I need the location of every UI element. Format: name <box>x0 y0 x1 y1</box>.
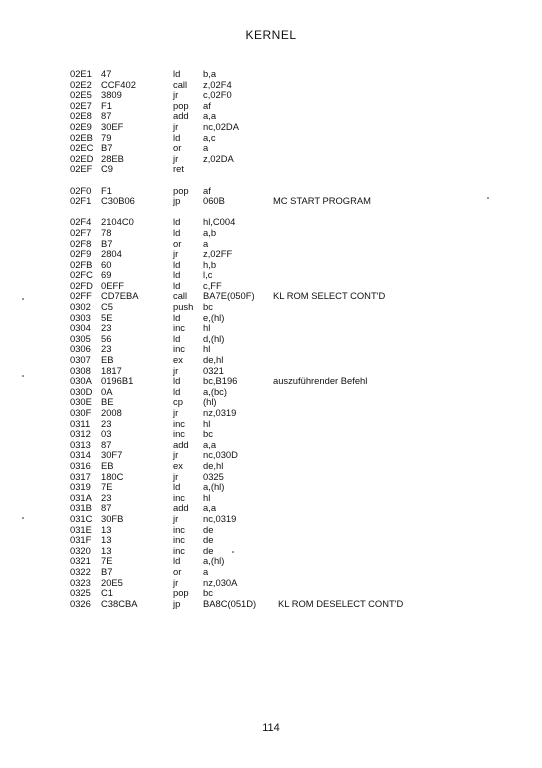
address-cell: 02F0 <box>70 184 92 196</box>
mnemonic-cell: jp <box>173 195 181 207</box>
listing-row <box>0 69 542 80</box>
mnemonic-cell: jr <box>173 89 179 101</box>
hex-bytes-cell: 60 <box>101 258 112 270</box>
mnemonic-cell: pop <box>173 99 189 111</box>
hex-bytes-cell: 87 <box>101 502 112 514</box>
operand-cell: hl <box>203 417 211 429</box>
operand-cell: d,(hl) <box>203 332 225 344</box>
operand-cell: c,FF <box>203 279 222 291</box>
mnemonic-cell: ex <box>173 459 183 471</box>
hex-bytes-cell: 30EF <box>101 120 124 132</box>
mnemonic-cell: add <box>173 110 189 122</box>
hex-bytes-cell: EB <box>101 459 114 471</box>
mnemonic-cell: jp <box>173 597 181 609</box>
scan-speck <box>22 298 24 300</box>
mnemonic-cell: inc <box>173 428 185 440</box>
address-cell: 0322 <box>70 565 91 577</box>
operand-cell: nz,0319 <box>203 407 237 418</box>
address-cell: 0312 <box>70 428 91 440</box>
operand-cell: a <box>203 565 209 577</box>
mnemonic-cell: ex <box>173 354 183 366</box>
mnemonic-cell: jr <box>173 152 179 164</box>
hex-bytes-cell: B7 <box>101 237 113 249</box>
address-cell: 02EF <box>70 163 93 175</box>
hex-bytes-cell: C38CBA <box>101 597 138 609</box>
operand-cell: z,02F4 <box>203 78 232 90</box>
hex-bytes-cell: 5E <box>101 311 113 323</box>
address-cell: 02E5 <box>70 89 92 101</box>
hex-bytes-cell: 79 <box>101 131 112 143</box>
address-cell: 0303 <box>70 311 91 323</box>
operand-cell: hl <box>203 343 211 355</box>
hex-bytes-cell: C5 <box>101 301 113 313</box>
address-cell: 0323 <box>70 576 91 588</box>
mnemonic-cell: ld <box>173 269 181 281</box>
operand-cell: a,a <box>203 110 217 122</box>
hex-bytes-cell: 69 <box>101 269 112 281</box>
mnemonic-cell: add <box>173 438 189 450</box>
operand-cell: h,b <box>203 258 217 270</box>
hex-bytes-cell: CD7EBA <box>101 290 139 302</box>
mnemonic-cell: jr <box>173 248 179 260</box>
operand-cell: hl,C004 <box>203 216 236 228</box>
address-cell: 02FF <box>70 290 92 302</box>
address-cell: 0308 <box>70 364 91 376</box>
hex-bytes-cell: EB <box>101 354 114 366</box>
comment-cell: auszuführender Befehl <box>273 375 368 387</box>
mnemonic-cell: inc <box>173 544 185 556</box>
mnemonic-cell: jr <box>173 407 179 418</box>
hex-bytes-cell: 47 <box>101 68 112 79</box>
mnemonic-cell: ld <box>173 555 181 567</box>
operand-cell: de <box>203 523 214 535</box>
listing-row <box>0 408 542 419</box>
mnemonic-cell: ld <box>173 226 181 238</box>
operand-cell: nc,0319 <box>203 512 237 524</box>
mnemonic-cell: call <box>173 290 188 302</box>
comment-cell: MC START PROGRAM <box>273 195 371 207</box>
address-cell: 02EC <box>70 142 94 154</box>
mnemonic-cell: push <box>173 301 194 313</box>
mnemonic-cell: ld <box>173 131 181 143</box>
hex-bytes-cell: 180C <box>101 470 124 482</box>
address-cell: 02F1 <box>70 195 92 207</box>
address-cell: 0305 <box>70 332 91 344</box>
operand-cell: nc,02DA <box>203 120 239 132</box>
operand-cell: e,(hl) <box>203 311 225 323</box>
operand-cell: a,a <box>203 502 217 514</box>
hex-bytes-cell: 03 <box>101 428 112 440</box>
hex-bytes-cell: C9 <box>101 163 113 175</box>
hex-bytes-cell: B7 <box>101 142 113 154</box>
mnemonic-cell: or <box>173 565 182 577</box>
address-cell: 030E <box>70 396 92 408</box>
hex-bytes-cell: 23 <box>101 343 112 355</box>
hex-bytes-cell: 30F7 <box>101 449 123 461</box>
hex-bytes-cell: F1 <box>101 184 112 196</box>
hex-bytes-cell: 0196B1 <box>101 375 134 387</box>
mnemonic-cell: pop <box>173 587 189 599</box>
hex-bytes-cell: 56 <box>101 332 112 344</box>
operand-cell: 0321 <box>203 364 224 376</box>
operand-cell: bc <box>203 301 213 313</box>
operand-cell: z,02DA <box>203 152 234 164</box>
scan-speck <box>22 517 24 519</box>
hex-bytes-cell: 1817 <box>101 364 122 376</box>
hex-bytes-cell: 30FB <box>101 512 124 524</box>
address-cell: 0321 <box>70 555 91 567</box>
hex-bytes-cell: 2104C0 <box>101 216 134 228</box>
operand-cell: de,hl <box>203 354 224 366</box>
mnemonic-cell: ld <box>173 258 181 270</box>
hex-bytes-cell: 23 <box>101 322 112 334</box>
operand-cell: a,a <box>203 438 217 450</box>
mnemonic-cell: ld <box>173 216 181 228</box>
address-cell: 02E9 <box>70 120 92 132</box>
operand-cell: de <box>203 534 214 546</box>
hex-bytes-cell: 7E <box>101 555 113 567</box>
address-cell: 02F9 <box>70 248 92 260</box>
address-cell: 02E2 <box>70 78 92 90</box>
operand-cell: BA7E(050F) <box>203 290 255 302</box>
address-cell: 0306 <box>70 343 91 355</box>
mnemonic-cell: add <box>173 502 189 514</box>
mnemonic-cell: inc <box>173 343 185 355</box>
mnemonic-cell: ret <box>173 163 184 175</box>
mnemonic-cell: jr <box>173 576 179 588</box>
page-title: KERNEL <box>245 28 297 42</box>
operand-cell: l,c <box>203 269 213 281</box>
listing-row <box>0 228 542 239</box>
hex-bytes-cell: CCF402 <box>101 78 136 90</box>
address-cell: 0302 <box>70 301 91 313</box>
operand-cell: a,(hl) <box>203 481 225 493</box>
address-cell: 030D <box>70 385 93 397</box>
operand-cell: af <box>203 184 211 196</box>
hex-bytes-cell: C1 <box>101 587 113 599</box>
address-cell: 0325 <box>70 587 91 599</box>
comment-cell: KL ROM SELECT CONT'D <box>273 290 386 302</box>
scan-speck <box>22 375 24 377</box>
address-cell: 02E8 <box>70 110 92 122</box>
hex-bytes-cell: BE <box>101 396 114 408</box>
hex-bytes-cell: 78 <box>101 226 112 238</box>
mnemonic-cell: pop <box>173 184 189 196</box>
operand-cell: a,(bc) <box>203 385 227 397</box>
operand-cell: nz,030A <box>203 576 238 588</box>
blank-row <box>0 175 542 186</box>
mnemonic-cell: or <box>173 142 182 154</box>
mnemonic-cell: ld <box>173 481 181 493</box>
disassembly-listing <box>0 69 542 609</box>
operand-cell: b,a <box>203 68 217 79</box>
comment-cell: KL ROM DESELECT CONT'D <box>278 597 404 609</box>
hex-bytes-cell: F1 <box>101 99 112 111</box>
operand-cell: de <box>203 544 214 556</box>
operand-cell: a,c <box>203 131 216 143</box>
listing-row <box>0 164 542 175</box>
page-number: 114 <box>262 722 280 734</box>
mnemonic-cell: inc <box>173 417 185 429</box>
address-cell: 030A <box>70 375 92 387</box>
mnemonic-cell: ld <box>173 385 181 397</box>
listing-row <box>0 514 542 525</box>
address-cell: 02F4 <box>70 216 92 228</box>
operand-cell: (hl) <box>203 396 217 408</box>
mnemonic-cell: ld <box>173 332 181 344</box>
hex-bytes-cell: 2804 <box>101 248 122 260</box>
mnemonic-cell: jr <box>173 120 179 132</box>
operand-cell: bc <box>203 428 213 440</box>
mnemonic-cell: jr <box>173 470 179 482</box>
hex-bytes-cell: B7 <box>101 565 113 577</box>
address-cell: 02FB <box>70 258 93 270</box>
address-cell: 031A <box>70 491 92 503</box>
address-cell: 0304 <box>70 322 91 334</box>
hex-bytes-cell: 0A <box>101 385 113 397</box>
operand-cell: 060B <box>203 195 225 207</box>
mnemonic-cell: ld <box>173 375 181 387</box>
mnemonic-cell: inc <box>173 523 185 535</box>
mnemonic-cell: jr <box>173 449 179 461</box>
hex-bytes-cell: 13 <box>101 534 112 546</box>
listing-row <box>0 122 542 133</box>
mnemonic-cell: or <box>173 237 182 249</box>
operand-cell: BA8C(051D) <box>203 597 257 609</box>
address-cell: 02FC <box>70 269 93 281</box>
mnemonic-cell: jr <box>173 512 179 524</box>
address-cell: 0314 <box>70 449 91 461</box>
hex-bytes-cell: 87 <box>101 438 112 450</box>
operand-cell: hl <box>203 322 211 334</box>
hex-bytes-cell: 23 <box>101 417 112 429</box>
hex-bytes-cell: 2008 <box>101 407 122 418</box>
listing-row <box>0 461 542 472</box>
address-cell: 031B <box>70 502 92 514</box>
hex-bytes-cell: 3809 <box>101 89 122 101</box>
operand-cell: bc,B196 <box>203 375 238 387</box>
mnemonic-cell: inc <box>173 491 185 503</box>
operand-cell: z,02FF <box>203 248 233 260</box>
hex-bytes-cell: 28EB <box>101 152 124 164</box>
listing-row <box>0 567 542 578</box>
listing-row <box>0 196 542 207</box>
scan-speck <box>232 551 234 553</box>
hex-bytes-cell: 7E <box>101 481 113 493</box>
listing-row <box>0 599 542 610</box>
operand-cell: a <box>203 142 209 154</box>
address-cell: 030F <box>70 407 92 418</box>
address-cell: 02F8 <box>70 237 92 249</box>
address-cell: 02E1 <box>70 68 92 79</box>
address-cell: 0317 <box>70 470 91 482</box>
operand-cell: a <box>203 237 209 249</box>
address-cell: 02F7 <box>70 226 92 238</box>
hex-bytes-cell: 23 <box>101 491 112 503</box>
hex-bytes-cell: 13 <box>101 523 112 535</box>
address-cell: 031C <box>70 512 93 524</box>
hex-bytes-cell: 0EFF <box>101 279 124 291</box>
mnemonic-cell: inc <box>173 534 185 546</box>
address-cell: 0307 <box>70 354 91 366</box>
hex-bytes-cell: 13 <box>101 544 112 556</box>
hex-bytes-cell: C30B06 <box>101 195 135 207</box>
operand-cell: de,hl <box>203 459 224 471</box>
mnemonic-cell: cp <box>173 396 183 408</box>
scan-speck <box>487 197 489 199</box>
address-cell: 031E <box>70 523 92 535</box>
operand-cell: 0325 <box>203 470 224 482</box>
mnemonic-cell: call <box>173 78 188 90</box>
address-cell: 031F <box>70 534 92 546</box>
address-cell: 0316 <box>70 459 91 471</box>
mnemonic-cell: ld <box>173 68 181 79</box>
mnemonic-cell: ld <box>173 311 181 323</box>
mnemonic-cell: jr <box>173 364 179 376</box>
hex-bytes-cell: 20E5 <box>101 576 123 588</box>
mnemonic-cell: inc <box>173 322 185 334</box>
hex-bytes-cell: 87 <box>101 110 112 122</box>
address-cell: 02FD <box>70 279 93 291</box>
operand-cell: bc <box>203 587 213 599</box>
address-cell: 0326 <box>70 597 91 609</box>
operand-cell: hl <box>203 491 211 503</box>
address-cell: 0311 <box>70 417 91 429</box>
operand-cell: a,b <box>203 226 217 238</box>
operand-cell: nc,030D <box>203 449 238 461</box>
address-cell: 0319 <box>70 481 91 493</box>
address-cell: 02EB <box>70 131 93 143</box>
address-cell: 0320 <box>70 544 91 556</box>
address-cell: 0313 <box>70 438 91 450</box>
operand-cell: a,(hl) <box>203 555 225 567</box>
address-cell: 02ED <box>70 152 94 164</box>
mnemonic-cell: ld <box>173 279 181 291</box>
address-cell: 02E7 <box>70 99 92 111</box>
operand-cell: c,02F0 <box>203 89 232 101</box>
operand-cell: af <box>203 99 211 111</box>
